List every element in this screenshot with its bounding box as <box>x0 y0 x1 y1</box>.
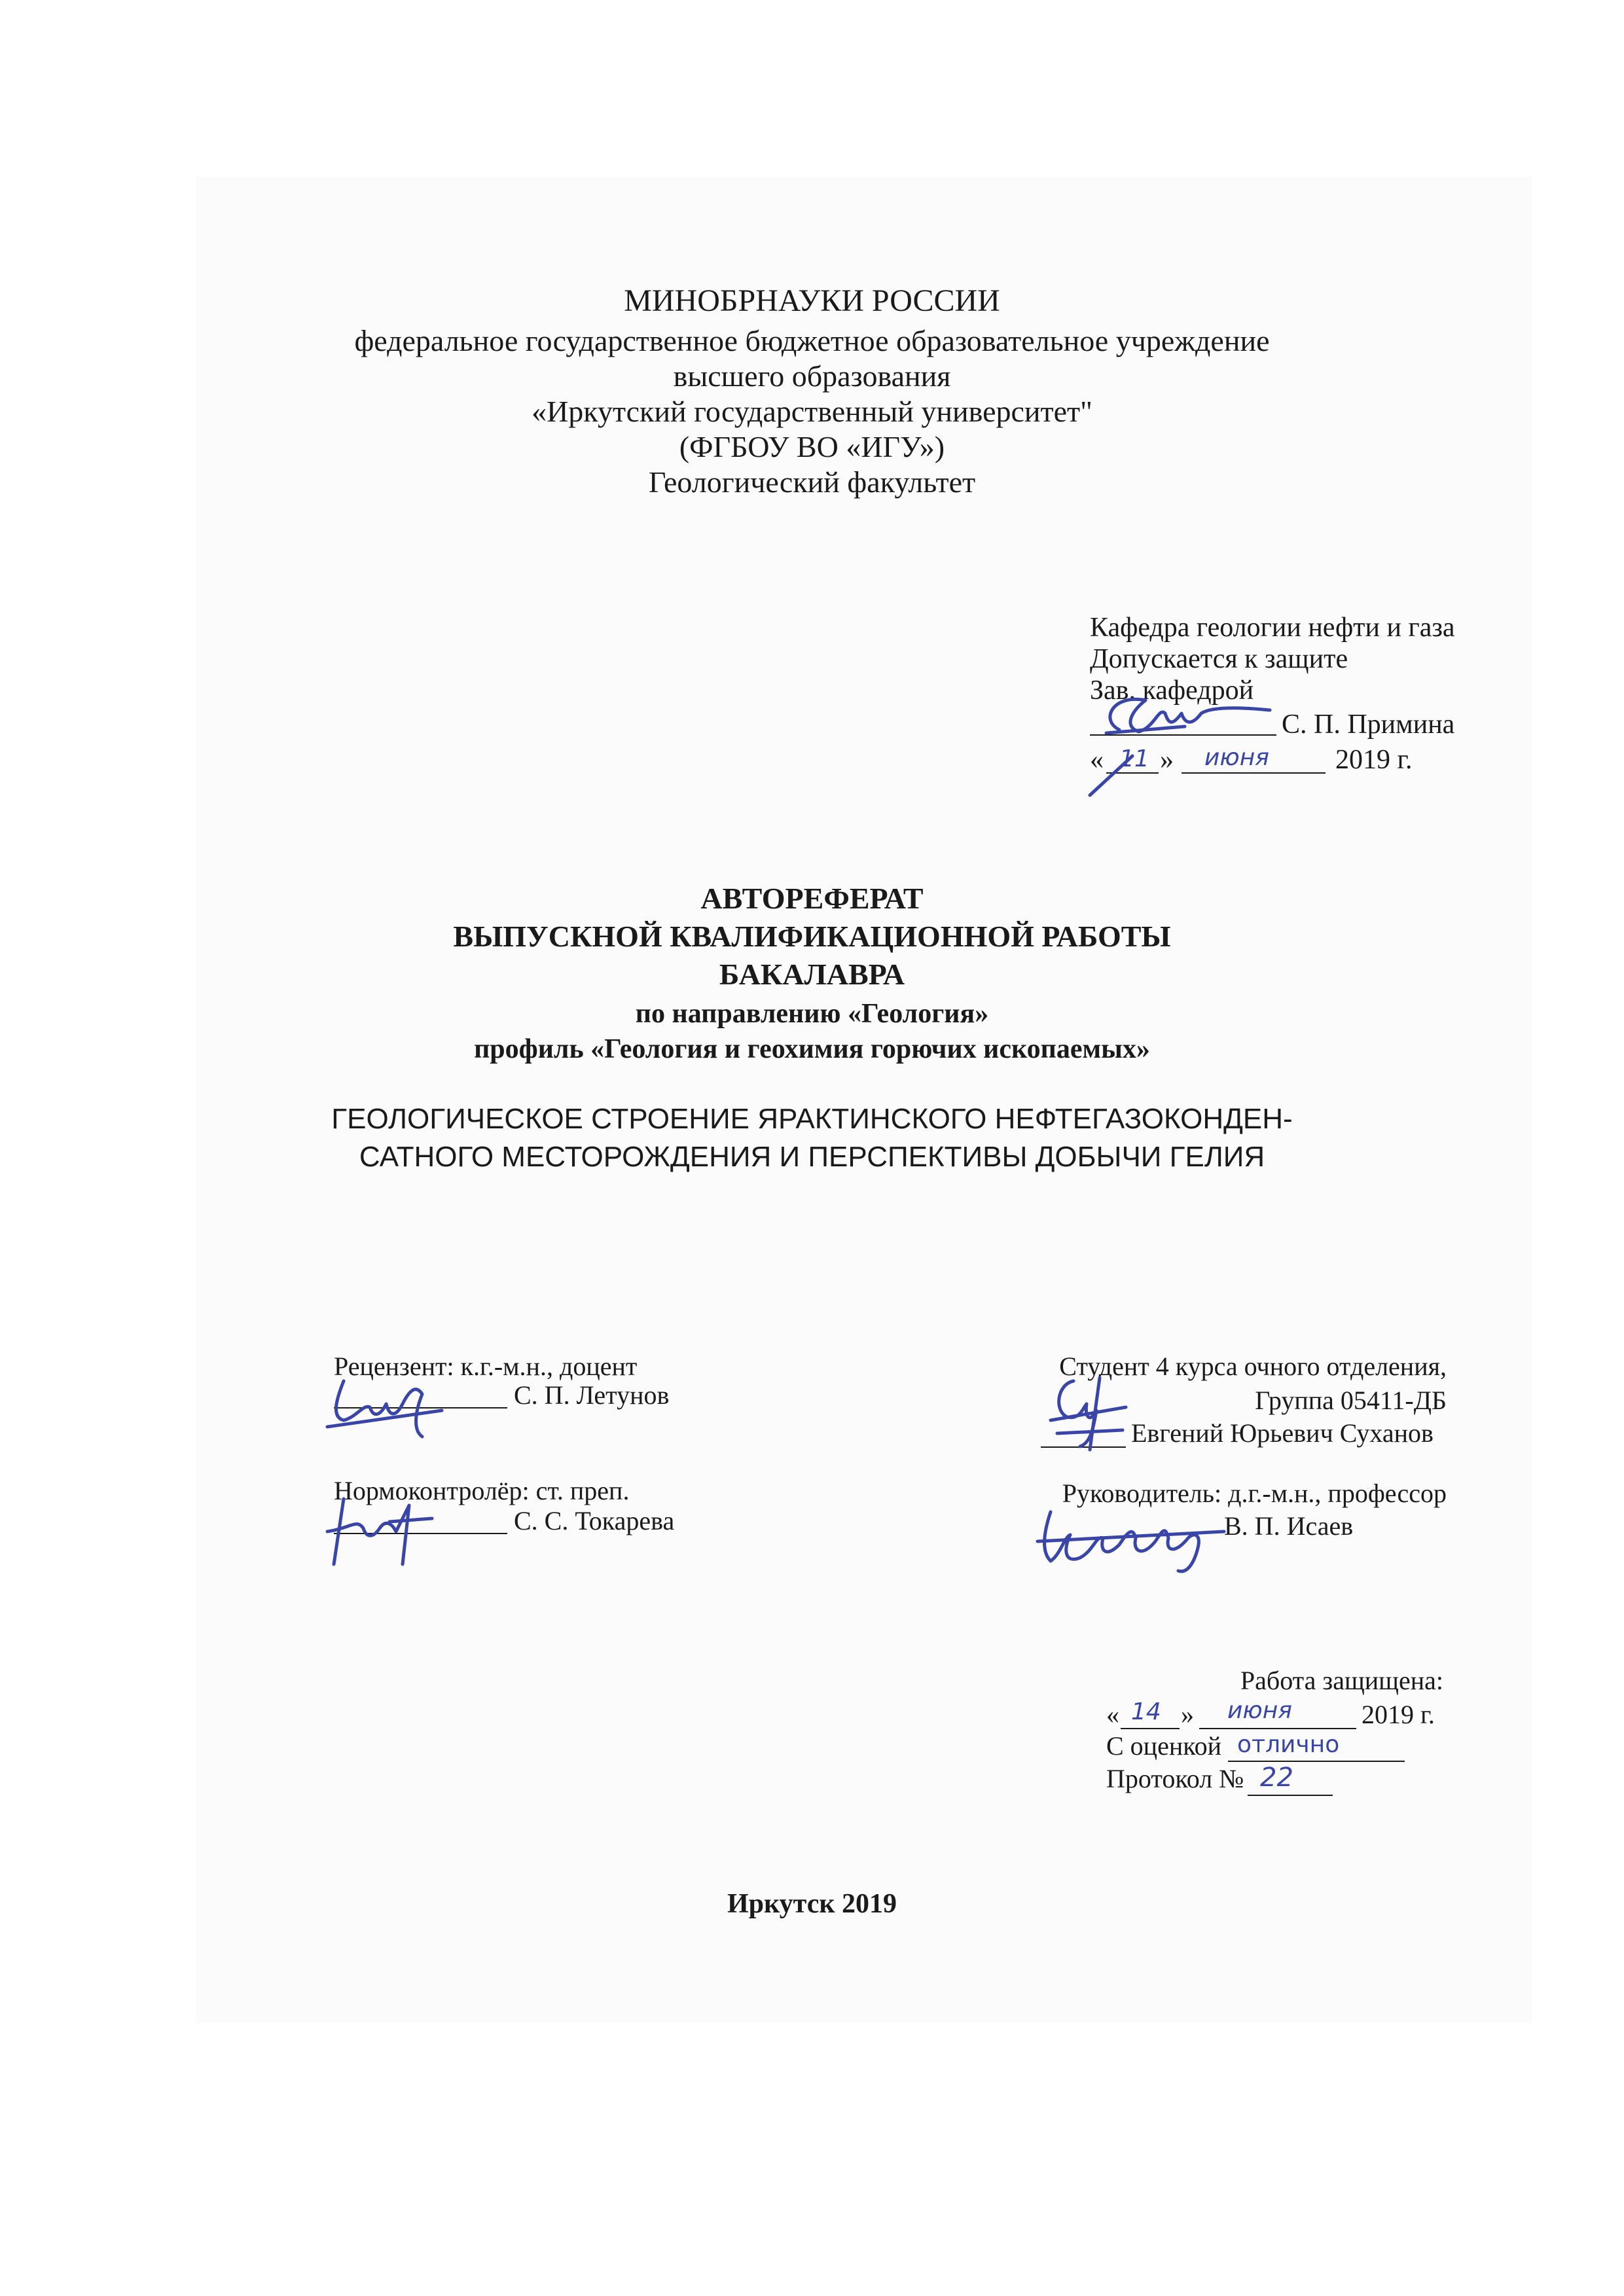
study-profile: профиль «Геология и геохимия горючих ископаемых» <box>474 1034 1150 1064</box>
faculty-name: Геологический факультет <box>648 465 976 499</box>
city-year: Иркутск 2019 <box>727 1889 897 1919</box>
head-signature <box>1093 681 1270 746</box>
approval-open-quote: « <box>1090 745 1104 775</box>
normcontrol-name: С. С. Токарева <box>514 1506 675 1535</box>
study-direction: по направлению «Геология» <box>635 999 989 1029</box>
normcontrol-label: Нормоконтролёр: ст. преп. <box>334 1476 630 1505</box>
defense-day: 14 <box>1131 1698 1161 1725</box>
defense-open-quote: « <box>1106 1700 1119 1729</box>
reviewer-name: С. П. Летунов <box>514 1380 670 1410</box>
approval-year: 2019 г. <box>1335 745 1413 775</box>
approval-month-line <box>1182 772 1326 774</box>
supervisor-signature <box>1034 1499 1231 1577</box>
approval-day: 11 <box>1119 745 1149 772</box>
protocol-label: Протокол № <box>1106 1764 1244 1793</box>
work-type-title: ВЫПУСКНОЙ КВАЛИФИКАЦИОННОЙ РАБОТЫ <box>453 920 1171 953</box>
ministry-name: МИНОБРНАУКИ РОССИИ <box>624 283 1000 318</box>
student-label: Студент 4 курса очного отделения, <box>1059 1352 1447 1381</box>
supervisor-label: Руководитель: д.г.-м.н., профессор <box>1062 1479 1447 1508</box>
normcontrol-signature <box>324 1492 435 1571</box>
approval-close-quote: » <box>1160 745 1174 775</box>
education-level: высшего образования <box>673 359 951 393</box>
grade-value: отлично <box>1237 1731 1340 1758</box>
defense-month: июня <box>1227 1697 1292 1724</box>
admitted-label: Допускается к защите <box>1090 644 1348 674</box>
head-name: С. П. Примина <box>1282 709 1455 740</box>
degree-title: БАКАЛАВРА <box>719 958 905 991</box>
university-abbreviation: (ФГБОУ ВО «ИГУ») <box>679 430 945 463</box>
department-name: Кафедра геологии нефти и газа <box>1090 613 1455 643</box>
approval-date-stroke <box>1087 753 1146 798</box>
grade-label: С оценкой <box>1106 1731 1222 1761</box>
protocol-number: 22 <box>1260 1763 1293 1793</box>
head-of-department-label: Зав. кафедрой <box>1090 675 1254 706</box>
reviewer-label: Рецензент: к.г.-м.н., доцент <box>334 1352 638 1381</box>
supervisor-name: В. П. Исаев <box>1224 1511 1354 1541</box>
university-name: «Иркутский государственный университет" <box>532 395 1092 428</box>
defense-year: 2019 г. <box>1362 1700 1435 1729</box>
defense-month-line <box>1199 1728 1356 1729</box>
topic-line-2: САТНОГО МЕСТОРОЖДЕНИЯ И ПЕРСПЕКТИВЫ ДОБЫЧИ ГЕЛИЯ <box>359 1141 1265 1173</box>
defense-close-quote: » <box>1181 1700 1194 1729</box>
defense-label: Работа защищена: <box>1240 1666 1443 1695</box>
student-name: Евгений Юрьевич Суханов <box>1131 1418 1434 1448</box>
protocol-line <box>1248 1795 1333 1796</box>
document-type-title: АВТОРЕФЕРАТ <box>700 882 924 915</box>
approval-month: июня <box>1204 744 1269 771</box>
topic-line-1: ГЕОЛОГИЧЕСКОЕ СТРОЕНИЕ ЯРАКТИНСКОГО НЕФТЕГАЗОКОНДЕН- <box>331 1103 1293 1135</box>
institution-type: федеральное государственное бюджетное образовательное учреждение <box>354 324 1270 357</box>
student-signature <box>1044 1371 1129 1453</box>
grade-line <box>1228 1761 1405 1762</box>
defense-day-line <box>1121 1728 1180 1729</box>
student-group: Группа 05411-ДБ <box>1255 1386 1447 1415</box>
reviewer-signature <box>324 1371 455 1443</box>
